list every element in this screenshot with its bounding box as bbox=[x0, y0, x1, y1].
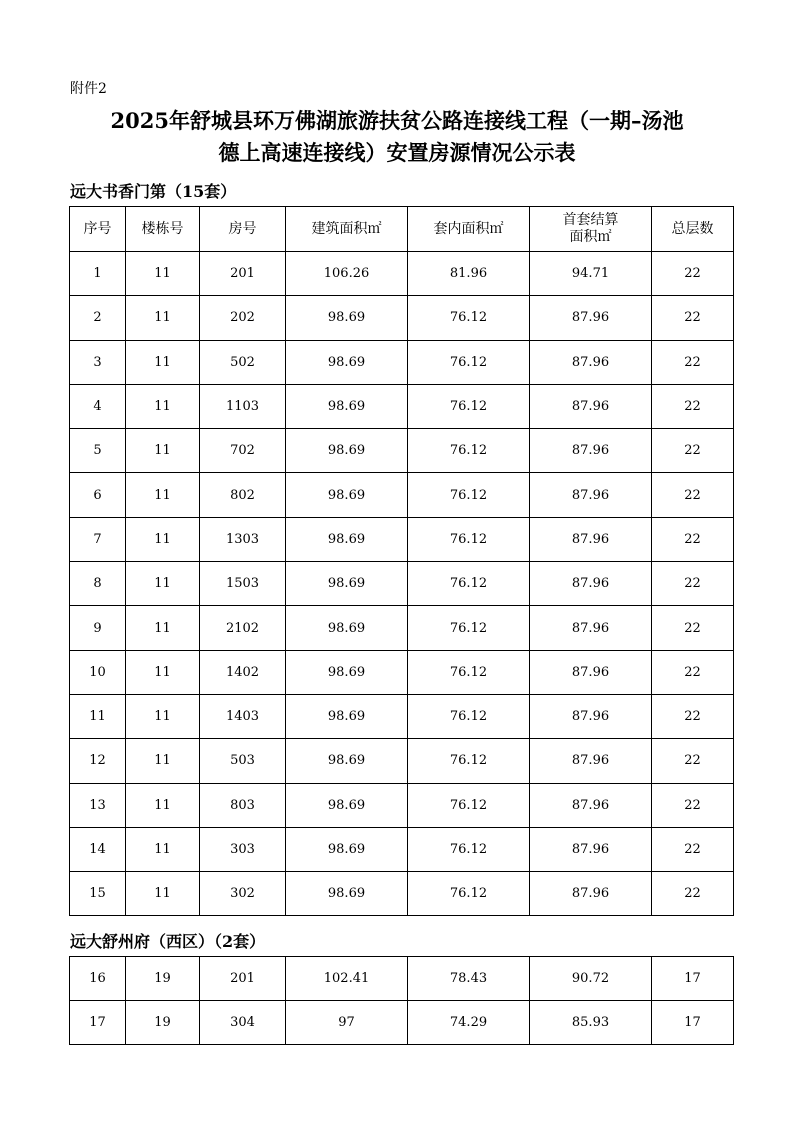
cell-seq: 12 bbox=[70, 739, 126, 783]
housing-table-2 bbox=[69, 956, 734, 1045]
document-title-line-1: 2025年舒城县环万佛湖旅游扶贫公路连接线工程（一期–汤池 bbox=[110, 108, 684, 133]
cell-floors: 22 bbox=[652, 606, 734, 650]
cell-building: 11 bbox=[126, 650, 200, 694]
cell-settlement-area: 87.96 bbox=[530, 606, 652, 650]
cell-floors: 22 bbox=[652, 296, 734, 340]
cell-seq: 13 bbox=[70, 783, 126, 827]
table-row bbox=[70, 694, 734, 738]
cell-inner-area: 76.12 bbox=[408, 650, 530, 694]
cell-floors: 22 bbox=[652, 517, 734, 561]
cell-inner-area: 76.12 bbox=[408, 872, 530, 916]
cell-settlement-area: 94.71 bbox=[530, 252, 652, 296]
cell-inner-area: 76.12 bbox=[408, 694, 530, 738]
table-row bbox=[70, 606, 734, 650]
cell-gross-area: 98.69 bbox=[286, 562, 408, 606]
cell-room: 802 bbox=[200, 473, 286, 517]
cell-seq: 17 bbox=[70, 1001, 126, 1045]
cell-floors: 22 bbox=[652, 650, 734, 694]
cell-inner-area: 76.12 bbox=[408, 517, 530, 561]
cell-gross-area: 98.69 bbox=[286, 872, 408, 916]
header-settlement-area bbox=[530, 207, 652, 252]
cell-gross-area: 98.69 bbox=[286, 694, 408, 738]
cell-inner-area: 76.12 bbox=[408, 783, 530, 827]
header-settlement-line2: 面积㎡ bbox=[569, 229, 612, 245]
cell-room: 502 bbox=[200, 340, 286, 384]
cell-building: 11 bbox=[126, 739, 200, 783]
cell-building: 19 bbox=[126, 1001, 200, 1045]
header-gross-area: 建筑面积㎡ bbox=[286, 207, 408, 252]
table-row bbox=[70, 872, 734, 916]
cell-settlement-area: 87.96 bbox=[530, 562, 652, 606]
cell-floors: 17 bbox=[652, 957, 734, 1001]
cell-seq: 16 bbox=[70, 957, 126, 1001]
cell-seq: 14 bbox=[70, 827, 126, 871]
cell-seq: 7 bbox=[70, 517, 126, 561]
cell-building: 11 bbox=[126, 252, 200, 296]
table-row bbox=[70, 296, 734, 340]
cell-room: 503 bbox=[200, 739, 286, 783]
table-header-row bbox=[70, 207, 734, 252]
cell-settlement-area: 87.96 bbox=[530, 517, 652, 561]
attachment-label: 附件2 bbox=[70, 81, 107, 97]
cell-inner-area: 76.12 bbox=[408, 340, 530, 384]
cell-inner-area: 76.12 bbox=[408, 827, 530, 871]
table-row bbox=[70, 340, 734, 384]
cell-floors: 22 bbox=[652, 694, 734, 738]
table-row bbox=[70, 1001, 734, 1045]
cell-gross-area: 98.69 bbox=[286, 650, 408, 694]
housing-table-1 bbox=[69, 206, 734, 916]
header-seq: 序号 bbox=[70, 207, 126, 252]
cell-settlement-area: 87.96 bbox=[530, 473, 652, 517]
cell-seq: 1 bbox=[70, 252, 126, 296]
cell-building: 11 bbox=[126, 606, 200, 650]
cell-gross-area: 98.69 bbox=[286, 517, 408, 561]
cell-gross-area: 98.69 bbox=[286, 296, 408, 340]
cell-floors: 22 bbox=[652, 872, 734, 916]
cell-gross-area: 98.69 bbox=[286, 473, 408, 517]
cell-gross-area: 98.69 bbox=[286, 384, 408, 428]
cell-inner-area: 74.29 bbox=[408, 1001, 530, 1045]
header-inner-area: 套内面积㎡ bbox=[408, 207, 530, 252]
cell-gross-area: 98.69 bbox=[286, 340, 408, 384]
cell-seq: 3 bbox=[70, 340, 126, 384]
cell-inner-area: 76.12 bbox=[408, 562, 530, 606]
cell-room: 803 bbox=[200, 783, 286, 827]
header-floors: 总层数 bbox=[652, 207, 734, 252]
cell-room: 304 bbox=[200, 1001, 286, 1045]
cell-inner-area: 76.12 bbox=[408, 296, 530, 340]
table-row bbox=[70, 384, 734, 428]
cell-settlement-area: 87.96 bbox=[530, 739, 652, 783]
cell-building: 11 bbox=[126, 872, 200, 916]
cell-room: 202 bbox=[200, 296, 286, 340]
cell-seq: 5 bbox=[70, 429, 126, 473]
table-row bbox=[70, 957, 734, 1001]
cell-settlement-area: 87.96 bbox=[530, 429, 652, 473]
cell-building: 11 bbox=[126, 827, 200, 871]
cell-floors: 22 bbox=[652, 827, 734, 871]
cell-gross-area: 98.69 bbox=[286, 827, 408, 871]
cell-inner-area: 76.12 bbox=[408, 739, 530, 783]
cell-seq: 8 bbox=[70, 562, 126, 606]
cell-building: 11 bbox=[126, 694, 200, 738]
cell-inner-area: 76.12 bbox=[408, 606, 530, 650]
cell-room: 201 bbox=[200, 252, 286, 296]
cell-settlement-area: 90.72 bbox=[530, 957, 652, 1001]
cell-seq: 6 bbox=[70, 473, 126, 517]
cell-inner-area: 76.12 bbox=[408, 473, 530, 517]
section-title-2: 远大舒州府（西区）（2套） bbox=[70, 932, 266, 951]
cell-room: 201 bbox=[200, 957, 286, 1001]
cell-room: 1402 bbox=[200, 650, 286, 694]
cell-settlement-area: 87.96 bbox=[530, 872, 652, 916]
cell-seq: 11 bbox=[70, 694, 126, 738]
cell-floors: 22 bbox=[652, 429, 734, 473]
table-row bbox=[70, 517, 734, 561]
cell-gross-area: 102.41 bbox=[286, 957, 408, 1001]
table-row bbox=[70, 739, 734, 783]
cell-building: 11 bbox=[126, 783, 200, 827]
cell-seq: 10 bbox=[70, 650, 126, 694]
cell-floors: 22 bbox=[652, 473, 734, 517]
cell-settlement-area: 85.93 bbox=[530, 1001, 652, 1045]
cell-floors: 22 bbox=[652, 340, 734, 384]
cell-gross-area: 98.69 bbox=[286, 606, 408, 650]
cell-room: 302 bbox=[200, 872, 286, 916]
table-row bbox=[70, 429, 734, 473]
table-row bbox=[70, 252, 734, 296]
cell-seq: 15 bbox=[70, 872, 126, 916]
cell-floors: 17 bbox=[652, 1001, 734, 1045]
cell-building: 11 bbox=[126, 517, 200, 561]
cell-gross-area: 98.69 bbox=[286, 783, 408, 827]
cell-floors: 22 bbox=[652, 739, 734, 783]
table-row bbox=[70, 827, 734, 871]
cell-building: 11 bbox=[126, 340, 200, 384]
cell-gross-area: 98.69 bbox=[286, 429, 408, 473]
table-row bbox=[70, 562, 734, 606]
cell-inner-area: 78.43 bbox=[408, 957, 530, 1001]
table-row bbox=[70, 783, 734, 827]
cell-inner-area: 76.12 bbox=[408, 429, 530, 473]
cell-settlement-area: 87.96 bbox=[530, 827, 652, 871]
cell-seq: 2 bbox=[70, 296, 126, 340]
cell-floors: 22 bbox=[652, 252, 734, 296]
cell-room: 1403 bbox=[200, 694, 286, 738]
cell-gross-area: 106.26 bbox=[286, 252, 408, 296]
cell-room: 303 bbox=[200, 827, 286, 871]
cell-room: 702 bbox=[200, 429, 286, 473]
cell-settlement-area: 87.96 bbox=[530, 650, 652, 694]
cell-inner-area: 81.96 bbox=[408, 252, 530, 296]
cell-building: 11 bbox=[126, 384, 200, 428]
cell-building: 11 bbox=[126, 473, 200, 517]
cell-building: 11 bbox=[126, 296, 200, 340]
cell-building: 11 bbox=[126, 429, 200, 473]
cell-settlement-area: 87.96 bbox=[530, 384, 652, 428]
cell-seq: 4 bbox=[70, 384, 126, 428]
cell-floors: 22 bbox=[652, 783, 734, 827]
cell-building: 11 bbox=[126, 562, 200, 606]
cell-room: 2102 bbox=[200, 606, 286, 650]
cell-settlement-area: 87.96 bbox=[530, 783, 652, 827]
header-settlement-line1: 首套结算 bbox=[562, 212, 619, 228]
table-row bbox=[70, 473, 734, 517]
cell-settlement-area: 87.96 bbox=[530, 296, 652, 340]
section-title-1: 远大书香门第（15套） bbox=[70, 182, 237, 201]
document-title-line-2: 德上高速连接线）安置房源情况公示表 bbox=[218, 140, 576, 165]
cell-settlement-area: 87.96 bbox=[530, 694, 652, 738]
header-building: 楼栋号 bbox=[126, 207, 200, 252]
header-room: 房号 bbox=[200, 207, 286, 252]
cell-room: 1103 bbox=[200, 384, 286, 428]
cell-seq: 9 bbox=[70, 606, 126, 650]
cell-floors: 22 bbox=[652, 562, 734, 606]
cell-gross-area: 98.69 bbox=[286, 739, 408, 783]
cell-floors: 22 bbox=[652, 384, 734, 428]
cell-building: 19 bbox=[126, 957, 200, 1001]
table-row bbox=[70, 650, 734, 694]
cell-gross-area: 97 bbox=[286, 1001, 408, 1045]
cell-room: 1503 bbox=[200, 562, 286, 606]
cell-settlement-area: 87.96 bbox=[530, 340, 652, 384]
cell-room: 1303 bbox=[200, 517, 286, 561]
cell-inner-area: 76.12 bbox=[408, 384, 530, 428]
